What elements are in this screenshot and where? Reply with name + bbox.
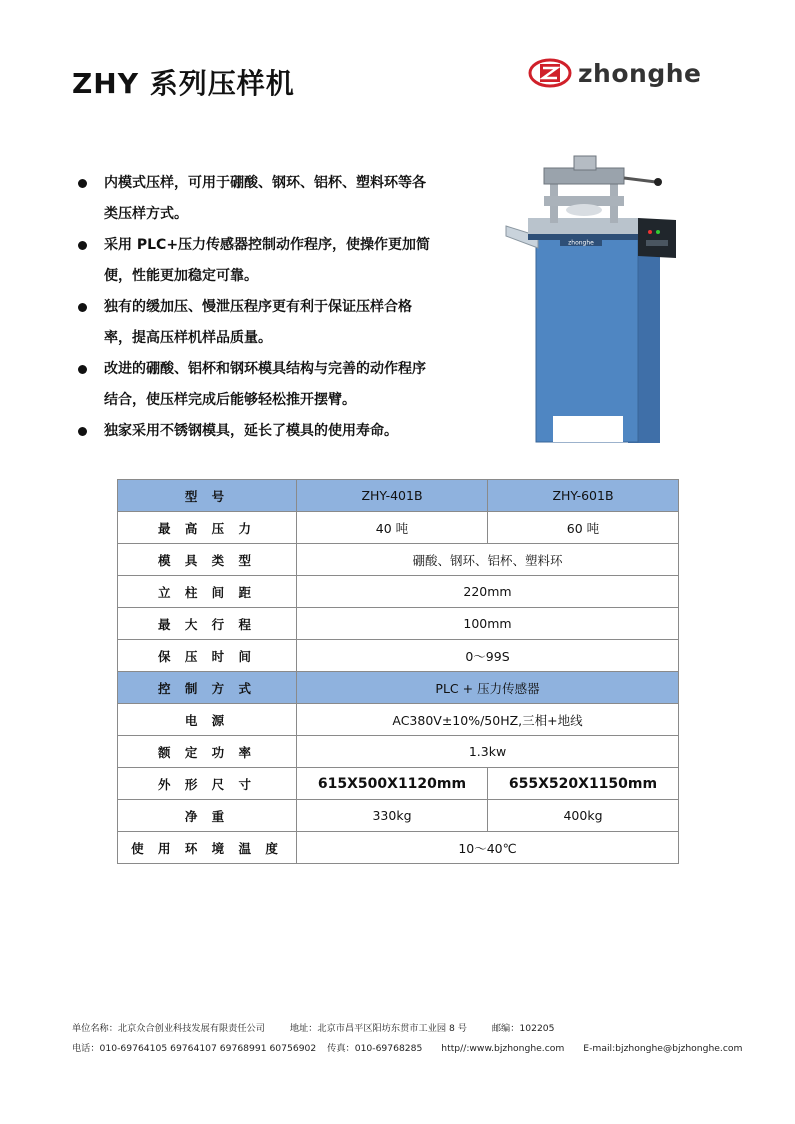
- footer-fax: 传真：010-69768285: [327, 1043, 423, 1054]
- footer-company: 单位名称：北京众合创业科技发展有限责任公司: [72, 1023, 265, 1034]
- spec-table: [117, 479, 679, 864]
- feature-item: 独有的缓加压、慢泄压程序更有利于保证压样合格 率，提高压样机样品质量。: [76, 292, 476, 354]
- table-row: [118, 704, 679, 736]
- page-title: ZHY 系列压样机: [72, 67, 295, 100]
- spec-value: 1.3kw: [297, 736, 679, 768]
- table-row: [118, 512, 679, 544]
- footer-email-link[interactable]: E-mail:bjzhonghe@bjzhonghe.com: [583, 1043, 743, 1054]
- table-row: [118, 832, 679, 864]
- feature-item: 独家采用不锈钢模具，延长了模具的使用寿命。: [76, 416, 476, 447]
- spec-label: 控 制 方 式: [118, 672, 297, 704]
- footer-phone: 电话：010-69764105 69764107 69768991 60756902: [72, 1043, 317, 1054]
- spec-value: 10～40℃: [297, 832, 679, 864]
- table-row: [118, 576, 679, 608]
- spec-value: 60 吨: [488, 512, 679, 544]
- spec-value: ZHY-401B: [297, 480, 488, 512]
- footer-address: 地址：北京市昌平区阳坊东贯市工业园 8 号: [289, 1023, 467, 1034]
- table-row: [118, 736, 679, 768]
- feature-list: [76, 168, 476, 447]
- footer-line-1: [72, 1020, 576, 1034]
- spec-label: 净 重: [118, 800, 297, 832]
- spec-label: 最 大 行 程: [118, 608, 297, 640]
- spec-value: AC380V±10%/50HZ,三相+地线: [297, 704, 679, 736]
- table-row: [118, 544, 679, 576]
- spec-value: ZHY-601B: [488, 480, 679, 512]
- spec-label: 额 定 功 率: [118, 736, 297, 768]
- brand-logo: [528, 56, 701, 90]
- spec-label: 电 源: [118, 704, 297, 736]
- spec-value: 硼酸、钢环、铝杯、塑料环: [297, 544, 679, 576]
- feature-item: 采用 PLC+压力传感器控制动作程序，使操作更加简 便，性能更加稳定可靠。: [76, 230, 476, 292]
- feature-item: 内模式压样，可用于硼酸、钢环、铝杯、塑料环等各 类压样方式。: [76, 168, 476, 230]
- spec-label: 外 形 尺 寸: [118, 768, 297, 800]
- table-row: [118, 768, 679, 800]
- spec-value: 615X500X1120mm: [297, 768, 488, 800]
- spec-label: 型 号: [118, 480, 297, 512]
- zhonghe-logo-icon: [528, 58, 572, 88]
- table-row: [118, 480, 679, 512]
- footer-postcode: 邮编：102205: [491, 1023, 555, 1034]
- table-row: [118, 608, 679, 640]
- spec-value: PLC + 压力传感器: [297, 672, 679, 704]
- press-machine-photo: [498, 148, 698, 448]
- table-row: [118, 800, 679, 832]
- spec-label: 使 用 环 境 温 度: [118, 832, 297, 864]
- spec-value: 655X520X1150mm: [488, 768, 679, 800]
- logo-text: zhonghe: [578, 58, 702, 88]
- spec-label: 立 柱 间 距: [118, 576, 297, 608]
- spec-label: 最 高 压 力: [118, 512, 297, 544]
- footer-line-2: [72, 1040, 742, 1054]
- spec-value: 40 吨: [297, 512, 488, 544]
- feature-item: 改进的硼酸、铝杯和钢环模具结构与完善的动作程序 结合，使压样完成后能够轻松推开摆臂。: [76, 354, 476, 416]
- spec-value: 330kg: [297, 800, 488, 832]
- table-row: [118, 640, 679, 672]
- spec-label: 模 具 类 型: [118, 544, 297, 576]
- spec-value: 100mm: [297, 608, 679, 640]
- table-row: [118, 672, 679, 704]
- footer-web-link[interactable]: http//:www.bjzhonghe.com: [441, 1043, 565, 1054]
- spec-label: 保 压 时 间: [118, 640, 297, 672]
- spec-value: 400kg: [488, 800, 679, 832]
- spec-value: 220mm: [297, 576, 679, 608]
- spec-value: 0～99S: [297, 640, 679, 672]
- machine-brand-label: zhonghe: [568, 239, 594, 247]
